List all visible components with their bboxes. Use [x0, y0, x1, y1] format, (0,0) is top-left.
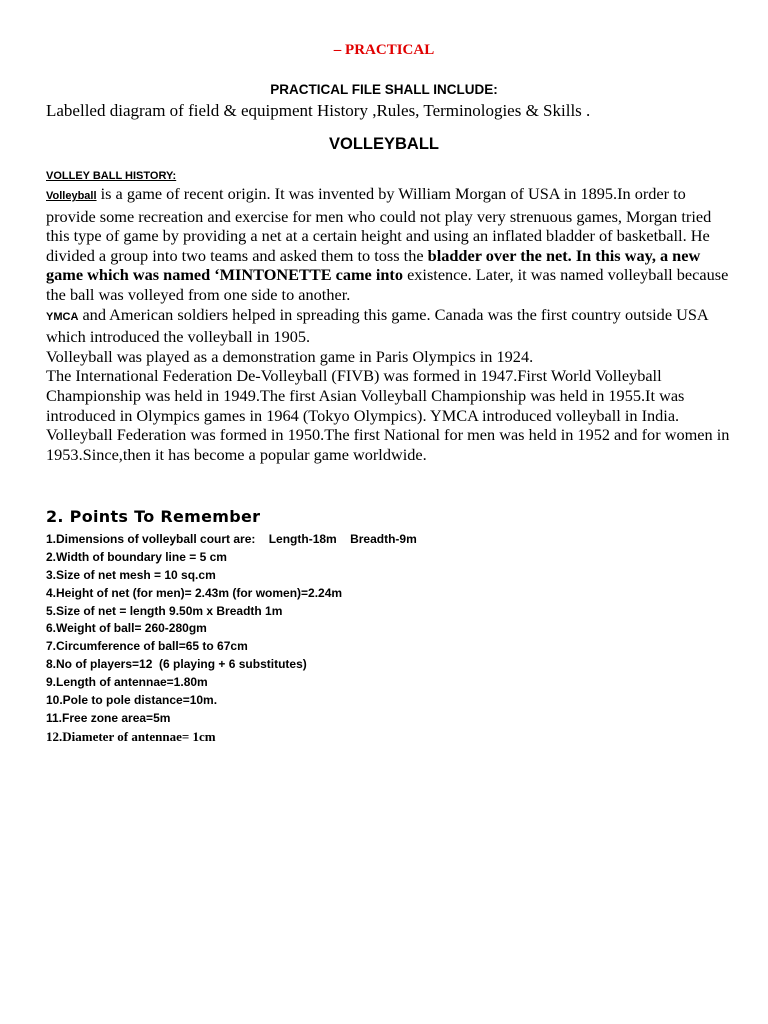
- list-item: 6.Weight of ball= 260-280gm: [46, 621, 207, 636]
- list-item: 8.No of players=12 (6 playing + 6 substitutes): [46, 657, 307, 672]
- points-heading: 2. Points To Remember: [46, 507, 261, 526]
- list-item: 11.Free zone area=5m: [46, 710, 171, 725]
- list-item: 5.Size of net = length 9.50m x Breadth 1m: [46, 603, 283, 618]
- volleyball-title: VOLLEYBALL: [329, 135, 439, 153]
- history-text: is a game of recent origin. It was invented by William Morgan of USA in 1895.In order to provide some recreation and exercise for men who could not play very strenuous games, Morgan tried this type of game by providing a net at a certain height and using an inflated bladder of basketball. He divided a group into two teams and asked them to toss the: [46, 184, 712, 265]
- history-paragraph-federation: Volleyball Federation was formed in 1950.The first National for men was held in 1952 and for women in 1953.Since,then it has become a popular game worldwide.: [46, 425, 730, 464]
- list-item: 10.Pole to pole distance=10m.: [46, 693, 218, 708]
- list-item: 7.Circumference of ball=65 to 67cm: [46, 639, 248, 654]
- history-body: [46, 184, 736, 464]
- include-heading: PRACTICAL FILE SHALL INCLUDE:: [270, 82, 498, 97]
- history-text: and American soldiers helped in spreading this game. Canada was the first country outside USA which introduced the volleyball in 1905.: [46, 304, 708, 347]
- list-item: 4.Height of net (for men)= 2.43m (for women)=2.24m: [46, 585, 343, 600]
- history-text: existence. Later, it was named volleyball because the ball was volleyed from one side to another.: [46, 265, 729, 304]
- include-line: Labelled diagram of field & equipment History ,Rules, Terminologies & Skills .: [46, 101, 591, 120]
- ymca-label: YMCA: [46, 310, 79, 323]
- history-paragraph-fivb: The International Federation De-Volleyball (FIVB) was formed in 1947.First World Volleyball Championship was held in 1949.The first Asian Volleyball Championship was held in 1955.It was introduced in Olympics games in 1964 (Tokyo Olympics). YMCA introduced volleyball in India.: [46, 366, 685, 425]
- list-item: 1.Dimensions of volleyball court are: Length-18m Breadth-9m: [46, 532, 417, 546]
- history-paragraph-ymca: [46, 305, 736, 347]
- points-list: [46, 531, 417, 746]
- history-paragraph-olympics: Volleyball was played as a demonstration game in Paris Olympics in 1924.: [46, 346, 534, 366]
- history-paragraph-origin: [46, 184, 736, 305]
- list-item: 12.Diameter of antennae= 1cm: [46, 728, 216, 744]
- history-heading: VOLLEY BALL HISTORY:: [46, 170, 177, 182]
- practical-title: – PRACTICAL: [333, 42, 435, 58]
- list-item: 9.Length of antennae=1.80m: [46, 675, 208, 690]
- volleyball-label: Volleyball: [46, 190, 97, 202]
- list-item: 2.Width of boundary line = 5 cm: [46, 549, 227, 564]
- history-bold-text: bladder over the net. In this way, a new game which was named ‘MINTONETTE came into: [46, 245, 701, 285]
- list-item: 3.Size of net mesh = 10 sq.cm: [46, 567, 216, 582]
